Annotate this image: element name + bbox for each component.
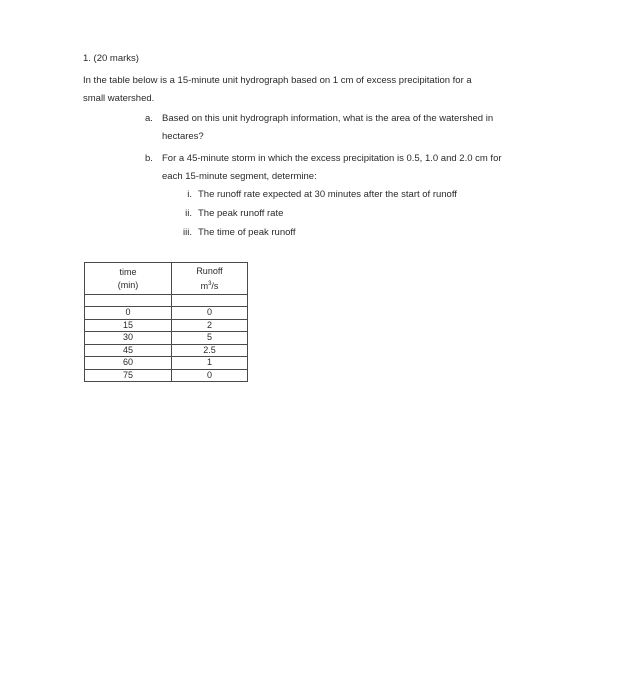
unit-base: m — [200, 280, 209, 291]
table-row — [85, 319, 248, 332]
part-a-text — [162, 110, 493, 146]
intro-line-2: small watershed. — [83, 93, 155, 104]
list-item — [176, 224, 576, 243]
part-a-line-2: hectares? — [162, 131, 204, 142]
part-b-line-1: For a 45-minute storm in which the excess precipitation is 0.5, 1.0 and 2.0 cm for — [162, 153, 502, 164]
list-item — [176, 186, 576, 205]
runoff-cell: 0 — [172, 369, 248, 382]
runoff-header-unit — [172, 278, 247, 293]
intro-line-1: In the table below is a 15-minute unit hydrograph based on 1 cm of excess precipitation for a — [83, 75, 472, 86]
part-a-line-1: Based on this unit hydrograph information, what is the area of the watershed in — [162, 113, 494, 124]
runoff-cell: 5 — [172, 332, 248, 345]
spacer-cell — [85, 295, 172, 307]
part-b-line-2: each 15-minute segment, determine: — [162, 171, 317, 182]
time-cell: 60 — [85, 357, 172, 370]
runoff-header-label: Runoff — [196, 265, 223, 276]
item-text: The peak runoff rate — [198, 208, 284, 219]
time-header-label: time — [119, 266, 137, 277]
item-text: The runoff rate expected at 30 minutes after the start of runoff — [198, 189, 457, 200]
runoff-header — [172, 263, 248, 295]
item-text: The time of peak runoff — [198, 227, 296, 238]
part-b-marker: b. — [145, 153, 153, 164]
item-marker: ii. — [185, 208, 192, 219]
table-header-row — [85, 263, 248, 295]
time-header-unit: (min) — [117, 279, 139, 290]
time-cell: 75 — [85, 369, 172, 382]
table-row — [85, 344, 248, 357]
part-b — [145, 150, 585, 186]
item-marker: i. — [187, 189, 192, 200]
part-b-text — [162, 150, 502, 186]
table-spacer-row — [85, 295, 248, 307]
list-item — [176, 205, 576, 224]
spacer-cell — [172, 295, 248, 307]
unit-superscript: 3 — [208, 280, 212, 287]
unit-rest: /s — [211, 280, 219, 291]
runoff-cell: 1 — [172, 357, 248, 370]
runoff-cell: 2 — [172, 319, 248, 332]
table-row — [85, 307, 248, 320]
table-row — [85, 369, 248, 382]
time-cell: 45 — [85, 344, 172, 357]
time-cell: 15 — [85, 319, 172, 332]
unit-hydrograph-table — [84, 262, 248, 382]
question-header: 1. (20 marks) — [83, 53, 139, 64]
part-a — [145, 110, 585, 146]
runoff-cell: 2.5 — [172, 344, 248, 357]
runoff-cell: 0 — [172, 307, 248, 320]
time-cell: 0 — [85, 307, 172, 320]
question-intro — [83, 72, 583, 108]
table-row — [85, 357, 248, 370]
part-b-list — [176, 186, 576, 244]
item-marker: iii. — [183, 227, 192, 238]
table-row — [85, 332, 248, 345]
time-cell: 30 — [85, 332, 172, 345]
part-a-marker: a. — [145, 113, 153, 124]
time-header — [85, 263, 172, 295]
